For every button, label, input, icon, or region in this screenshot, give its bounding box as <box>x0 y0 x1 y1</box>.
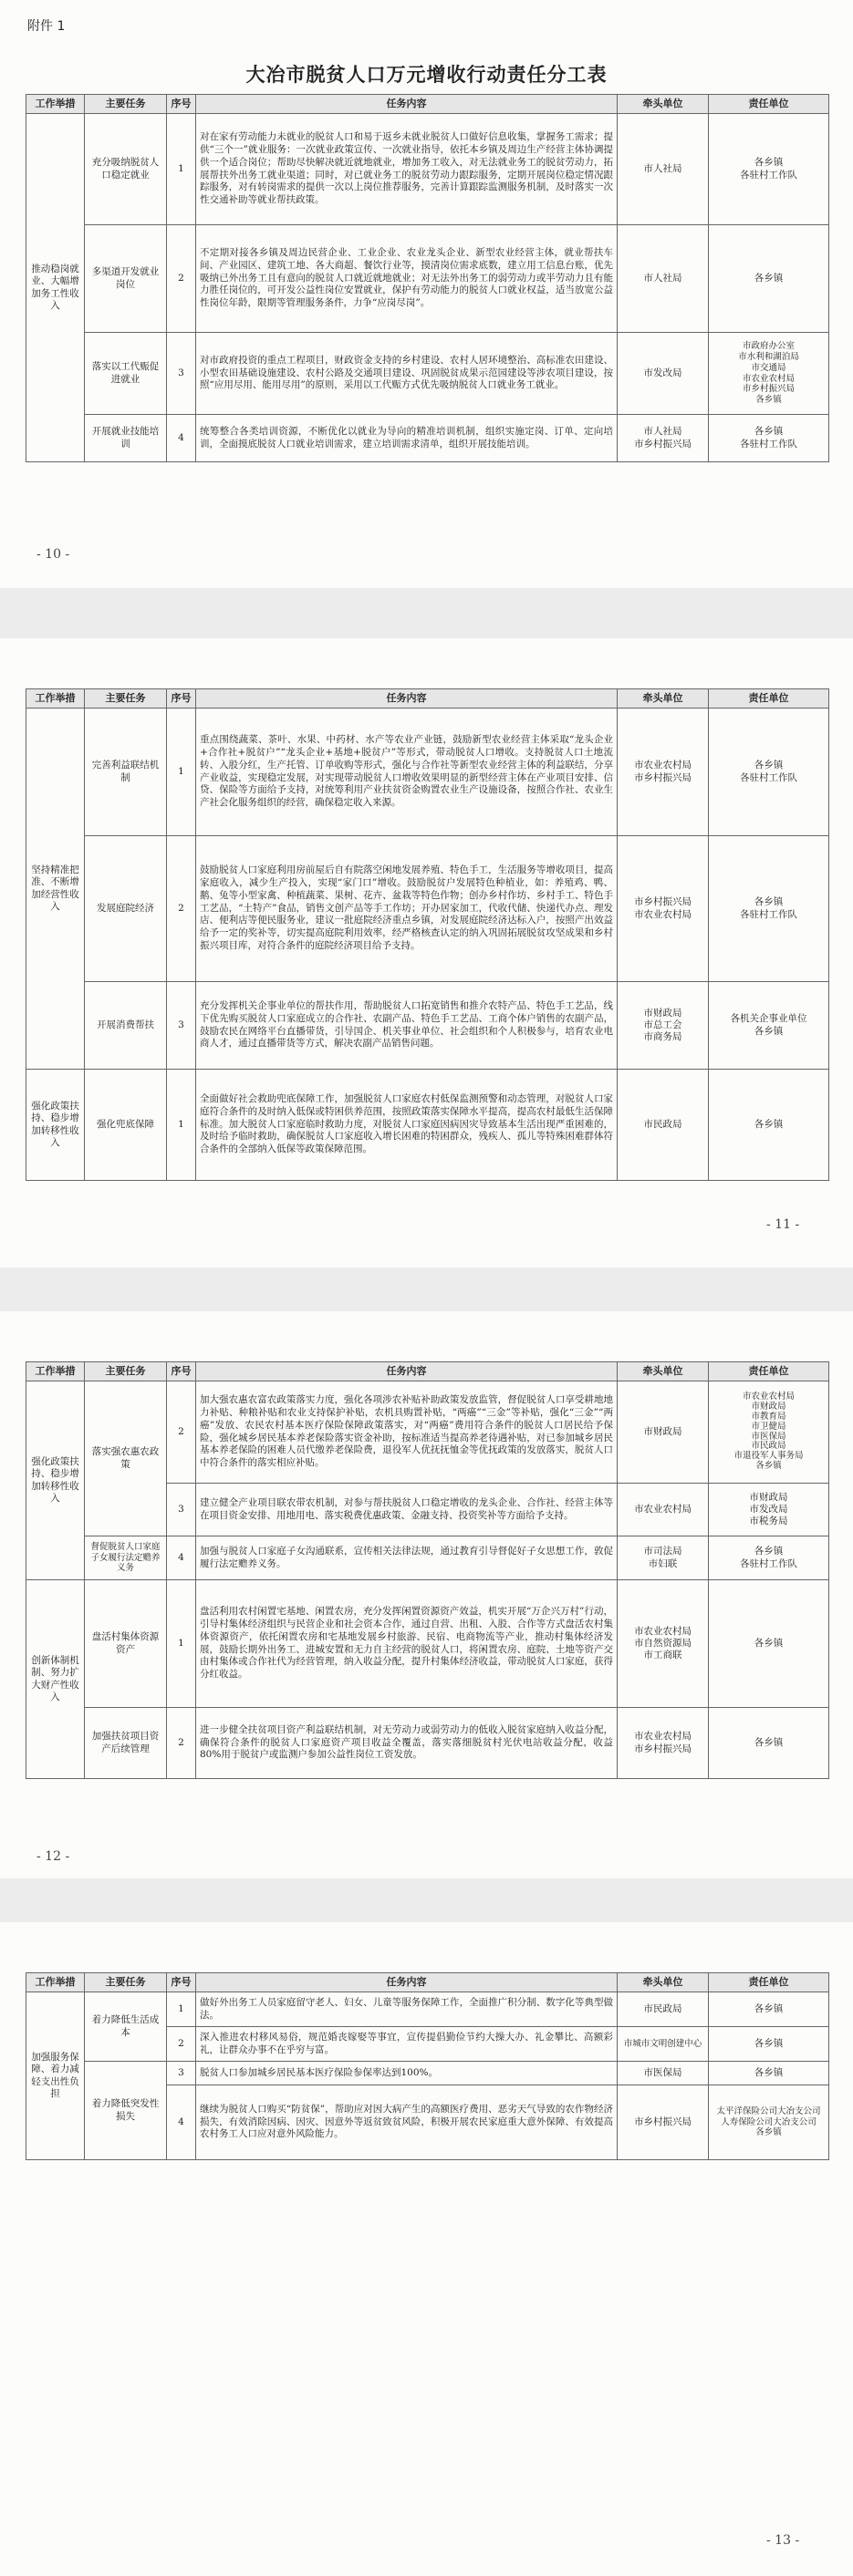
resp-cell: 各乡镇 <box>709 1580 829 1708</box>
resp-cell: 市政府办公室 市水利和湖泊局 市交通局 市农业农村局 市乡村振兴局 各乡镇 <box>709 333 829 415</box>
lead-cell: 市发改局 <box>618 333 709 415</box>
col-header: 责任单位 <box>709 1362 829 1381</box>
table-row <box>26 1536 829 1580</box>
lead-cell: 市人社局 市乡村振兴局 <box>618 415 709 462</box>
table-header-row <box>26 1362 829 1381</box>
task-cell: 加强扶贫项目资产后续管理 <box>85 1708 167 1779</box>
lead-cell: 市财政局 <box>618 1381 709 1484</box>
col-header: 主要任务 <box>85 95 167 114</box>
resp-cell: 各乡镇 各驻村工作队 <box>709 836 829 982</box>
task-cell: 盘活村集体资源资产 <box>85 1580 167 1708</box>
task-cell: 落实强农惠农政策 <box>85 1381 167 1536</box>
content-cell: 重点围绕蔬菜、茶叶、水果、中药材、水产等农业产业链，鼓励新型农业经营主体采取“龙头企业+合作社+脱贫户”“龙头企业+基地+脱贫户”等形式，带动脱贫人口增收。支持脱贫人口土地流转、入股分红，生产托管、订单收购等形式，强化与合作社等新型农业经营主体的利益联结，分享产业收益，实现稳定发展，对实现带动脱贫人口增收效果明显的新型经营主体在产业项目安排、信贷、保险等方面给予支持，对统筹利用产业扶贫资金购置农业生产设施设备，按照合作社、农业生产社会化服务组织的经营，确保稳定收入来源。 <box>196 709 618 836</box>
no-cell: 1 <box>167 1992 196 2027</box>
no-cell: 2 <box>167 1381 196 1484</box>
no-cell: 3 <box>167 1484 196 1536</box>
col-header: 牵头单位 <box>618 1973 709 1992</box>
content-cell: 不定期对接各乡镇及周边民营企业、工业企业、农业龙头企业、新型农业经营主体，就业帮扶车间、产业园区、建筑工地、各大商超、餐饮行业等，摸清岗位需求底数，建立用工信息台账，优先吸纳已外出务工且有意向的脱贫人口就近就地就业；对无法外出务工的弱劳动力或半劳动力且有能力胜任岗位的，可开发公益性岗位安置就业，保护有劳动能力的脱贫人口就业权益，适当放宽公益性岗位年龄，限期等管理服务条件，力争“应岗尽岗”。 <box>196 225 618 333</box>
measure-cell: 强化政策扶持、稳步增加转移性收入 <box>26 1381 85 1580</box>
resp-cell: 各机关企事业单位 各乡镇 <box>709 982 829 1070</box>
task-cell: 开展就业技能培训 <box>85 415 167 462</box>
resp-cell: 各乡镇 <box>709 2027 829 2062</box>
col-header: 任务内容 <box>196 95 618 114</box>
page-10 <box>0 0 853 588</box>
lead-cell: 市农业农村局 市乡村振兴局 <box>618 1708 709 1779</box>
page-gap <box>0 1267 853 1311</box>
resp-cell: 各乡镇 各驻村工作队 <box>709 1536 829 1580</box>
task-cell: 充分吸纳脱贫人口稳定就业 <box>85 114 167 225</box>
col-header: 任务内容 <box>196 1973 618 1992</box>
task-cell: 开展消费帮扶 <box>85 982 167 1070</box>
resp-cell: 各乡镇 各驻村工作队 <box>709 415 829 462</box>
no-cell: 3 <box>167 333 196 415</box>
col-header: 工作举措 <box>26 95 85 114</box>
page-title: 大冶市脱贫人口万元增收行动责任分工表 <box>245 63 608 86</box>
task-cell: 着力降低突发性损失 <box>85 2062 167 2160</box>
task-cell: 着力降低生活成本 <box>85 1992 167 2062</box>
task-cell: 完善利益联结机制 <box>85 709 167 836</box>
measure-cell: 强化政策扶持、稳步增加转移性收入 <box>26 1070 85 1181</box>
lead-cell: 市医保局 <box>618 2062 709 2085</box>
resp-cell: 各乡镇 各驻村工作队 <box>709 709 829 836</box>
lead-cell: 市人社局 <box>618 114 709 225</box>
table-row <box>26 114 829 225</box>
resp-cell: 各乡镇 <box>709 225 829 333</box>
content-cell: 脱贫人口参加城乡居民基本医疗保险参保率达到100%。 <box>196 2062 618 2085</box>
resp-cell: 太平洋保险公司大冶支公司 人寿保险公司大冶支公司 各乡镇 <box>709 2085 829 2160</box>
content-cell: 进一步健全扶贫项目资产利益联结机制，对无劳动力或弱劳动力的低收入脱贫家庭纳入收益分配，确保符合条件的脱贫人口家庭资产项目收益全覆盖，落实落细脱贫村光伏电站收益分配，收益80%用于脱贫户或监测户参加公益性岗位工资发放。 <box>196 1708 618 1779</box>
col-header: 责任单位 <box>709 689 829 709</box>
no-cell: 1 <box>167 1070 196 1181</box>
resp-cell: 各乡镇 <box>709 2062 829 2085</box>
lead-cell: 市农业农村局 市乡村振兴局 <box>618 709 709 836</box>
table-row <box>26 225 829 333</box>
col-header: 牵头单位 <box>618 95 709 114</box>
lead-cell: 市人社局 <box>618 225 709 333</box>
col-header: 主要任务 <box>85 689 167 709</box>
no-cell: 2 <box>167 2027 196 2062</box>
table-row <box>26 1381 829 1484</box>
task-cell: 多渠道开发就业岗位 <box>85 225 167 333</box>
no-cell: 4 <box>167 1536 196 1580</box>
content-cell: 盘活利用农村闲置宅基地、闲置农房，充分发挥闲置资源资产效益，机实开展“万企兴万村”行动，引导村集体经济组织与民营企业和社会资本合作，通过自营、出租、入股、合作等方式盘活农村集体资源资产，依托闲置农房和宅基地发展乡村旅游、民宿、电商物流等产业，推动村集体经济发展，鼓励长期外出务工、进城安置和无力自主经营的脱贫人口，将闲置农房、庭院、土地等资产交由村集体或合作社代为经营管理，纳入收益分配，提升村集体经济收益，带动脱贫人口家庭，获得分红收益。 <box>196 1580 618 1708</box>
task-cell: 强化兜底保障 <box>85 1070 167 1181</box>
content-cell: 继续为脱贫人口购买“防贫保”，帮助应对因大病产生的高额医疗费用、恶劣天气导致的农作物经济损失，有效消除因病、因灾、因意外等返贫致贫风险，积极开展农民家庭重大意外保障、有效提高农村务工人口应对意外风险能力。 <box>196 2085 618 2160</box>
lead-cell: 市财政局 市总工会 市商务局 <box>618 982 709 1070</box>
table-header-row <box>26 1973 829 1992</box>
page-number: - 13 - <box>766 2533 800 2548</box>
page-number: - 10 - <box>36 547 70 562</box>
content-cell: 全面做好社会救助兜底保障工作，加强脱贫人口家庭农村低保监测预警和动态管理，对脱贫人口家庭符合条件的及时纳入低保或特困供养范围，按照政策落实保障水平提高，提高农村最低生活保障标准。加大脱贫人口家庭临时救助力度，对脱贫人口家庭因病因灾导致基本生活出现严重困难的，及时给予临时救助，确保脱贫人口家庭收入增长困难的特困群众，残疾人、孤儿等特殊困难群体符合条件的全部纳入低保等政策保障范围。 <box>196 1070 618 1181</box>
lead-cell: 市城市文明创建中心 <box>618 2027 709 2062</box>
no-cell: 1 <box>167 114 196 225</box>
resp-cell: 各乡镇 <box>709 1708 829 1779</box>
no-cell: 3 <box>167 982 196 1070</box>
table-row <box>26 836 829 982</box>
resp-cell: 各乡镇 <box>709 1070 829 1181</box>
lead-cell: 市民政局 <box>618 1070 709 1181</box>
task-cell: 发展庭院经济 <box>85 836 167 982</box>
resp-cell: 市财政局 市发改局 市税务局 <box>709 1484 829 1536</box>
col-header: 序号 <box>167 1362 196 1381</box>
responsibility-table <box>26 94 829 462</box>
col-header: 工作举措 <box>26 1362 85 1381</box>
task-cell: 落实以工代赈促进就业 <box>85 333 167 415</box>
no-cell: 2 <box>167 1708 196 1779</box>
no-cell: 4 <box>167 415 196 462</box>
table-header-row <box>26 689 829 709</box>
no-cell: 2 <box>167 225 196 333</box>
col-header: 序号 <box>167 689 196 709</box>
page-gap <box>0 588 853 638</box>
col-header: 序号 <box>167 95 196 114</box>
resp-cell: 各乡镇 <box>709 1992 829 2027</box>
content-cell: 充分发挥机关企事业单位的帮扶作用，帮助脱贫人口拓宽销售和推介农特产品、特色手工艺品，线下优先购买脱贫人口家庭成立的合作社、农副产品、特色手工艺品、工商个体户销售的农副产品，鼓励农民在网络平台直播带货，引导国企、机关事业单位、社会组织和个人积极参与，培育农业电商人才，通过直播带货等方式，解决农副产品销售问题。 <box>196 982 618 1070</box>
content-cell: 深入推进农村移风易俗，规范婚丧嫁娶等事宜，宣传提倡勤俭节约大操大办、礼金攀比、高额彩礼，让群众办事不在乎穷与富。 <box>196 2027 618 2062</box>
no-cell: 1 <box>167 709 196 836</box>
content-cell: 加大强农惠农富农政策落实力度，强化各项涉农补贴补助政策发放监管，督促脱贫人口享受耕地地力补贴、种粮补贴和农业支持保护补贴，农机具购置补贴，“两癌”“三金”等补贴，强化“三金”“两癌”发放、农民农村基本医疗保险保障政策落实，对“两癌”费用符合条件的脱贫人口居民给予保险，强化城乡居民基本养老保险落实资金补助，按标准适当提高养老待遇补贴，对已参加城乡居民基本养老保险的困难人员代缴养老保险费，退役军人优抚抚恤金等优抚政策的发放落实，脱贫人口中符合条件的落实相应补贴。 <box>196 1381 618 1484</box>
lead-cell: 市乡村振兴局 <box>618 2085 709 2160</box>
page-number: - 12 - <box>36 1849 70 1864</box>
table-row <box>26 1580 829 1708</box>
lead-cell: 市农业农村局 市自然资源局 市工商联 <box>618 1580 709 1708</box>
measure-cell: 推动稳岗就业、大幅增加务工性收入 <box>26 114 85 462</box>
table-row <box>26 709 829 836</box>
table-header-row <box>26 95 829 114</box>
content-cell: 统筹整合各类培训资源，不断优化以就业为导向的精准培训机制，组织实施定岗、订单、定向培训，全面摸底脱贫人口就业培训需求，建立培训需求清单，组织开展技能培训。 <box>196 415 618 462</box>
content-cell: 建立健全产业项目联农带农机制，对参与帮扶脱贫人口稳定增收的龙头企业、合作社、经营主体等在项目资金安排、用地用电、落实税费优惠政策、金融支持、投资奖补等方面给予支持。 <box>196 1484 618 1536</box>
resp-cell: 各乡镇 各驻村工作队 <box>709 114 829 225</box>
col-header: 主要任务 <box>85 1362 167 1381</box>
col-header: 责任单位 <box>709 95 829 114</box>
content-cell: 做好外出务工人员家庭留守老人、妇女、儿童等服务保障工作，全面推广积分制、数字化等典型做法。 <box>196 1992 618 2027</box>
page-13 <box>0 1922 853 2576</box>
page-number: - 11 - <box>766 1217 800 1232</box>
content-cell: 鼓励脱贫人口家庭利用房前屋后自有院落空闲地发展养殖、特色手工，生活服务等增收项目，提高家庭收入，减少生产投入，实现“家门口”增收。鼓励脱贫户发展特色种植业，如：养殖鸡、鸭、鹅、兔等小型家禽、种植蔬菜、果树、花卉、盆栽等特色作物；创办乡村作坊、乡村手工、特色手工艺品，“土特产”食品，销售文创产品等手工作坊；开办居家加工，代收代储、快递代办点、理发店、便利店等便民服务业，建议一批庭院经济重点乡镇，对发展庭院经济达标入户，按照产出效益给予一定的奖补等，切实提高庭院利用效率，经严格核查认定的纳入巩固拓展脱贫攻坚成果和乡村振兴项目库，对符合条件的庭院经济项目给予支持。 <box>196 836 618 982</box>
col-header: 序号 <box>167 1973 196 1992</box>
page-gap <box>0 1878 853 1922</box>
annex-label: 附件 1 <box>27 19 66 34</box>
content-cell: 对在家有劳动能力未就业的脱贫人口和易于返乡未就业脱贫人口做好信息收集，掌握务工需求；提供“三个一”就业服务：一次就业政策宣传、一次就业指导，依托本乡镇及周边生产经营主体协调提供一个适合岗位；帮助尽快解决就近就地就业，增加务工收入，对无法就业务工的脱贫劳动力，拓展帮扶外出务工就业渠道；同时，对已就业务工的脱贫劳动力跟踪服务，定期开展岗位稳定情况跟踪服务，对有转岗需求的提供一次以上岗位推荐服务，完善计算跟踪监测服务机制，及时落实一次性交通补助等就业帮扶政策。 <box>196 114 618 225</box>
col-header: 工作举措 <box>26 1973 85 1992</box>
responsibility-table <box>26 688 829 1181</box>
table-row <box>26 333 829 415</box>
responsibility-table <box>26 1361 829 1779</box>
content-cell: 加强与脱贫人口家庭子女沟通联系，宣传相关法律法规，通过教育引导督促好子女思想工作，敦促履行法定赡养义务。 <box>196 1536 618 1580</box>
col-header: 任务内容 <box>196 1362 618 1381</box>
task-cell: 督促脱贫人口家庭子女履行法定赡养义务 <box>85 1536 167 1580</box>
col-header: 牵头单位 <box>618 1362 709 1381</box>
content-cell: 对市政府投资的重点工程项目，财政资金支持的乡村建设、农村人居环境整治、高标准农田建设、小型农田基础设施建设、农村公路及交通项目建设、巩固脱贫成果示范园建设等涉农项目建设，按照“应用尽用、能用尽用”的原则，采用以工代赈方式优先吸纳脱贫人口就业务工就业。 <box>196 333 618 415</box>
table-row <box>26 2062 829 2085</box>
no-cell: 4 <box>167 2085 196 2160</box>
col-header: 主要任务 <box>85 1973 167 1992</box>
table-row <box>26 1070 829 1181</box>
col-header: 任务内容 <box>196 689 618 709</box>
table-row <box>26 415 829 462</box>
lead-cell: 市乡村振兴局 市农业农村局 <box>618 836 709 982</box>
table-row <box>26 1992 829 2027</box>
lead-cell: 市民政局 <box>618 1992 709 2027</box>
col-header: 工作举措 <box>26 689 85 709</box>
page-11 <box>0 638 853 1267</box>
resp-cell: 市农业农村局 市财政局 市教育局 市卫健局 市医保局 市民政局 市退役军人事务局 各乡镇 <box>709 1381 829 1484</box>
no-cell: 2 <box>167 836 196 982</box>
no-cell: 1 <box>167 1580 196 1708</box>
table-row <box>26 1708 829 1779</box>
col-header: 责任单位 <box>709 1973 829 1992</box>
col-header: 牵头单位 <box>618 689 709 709</box>
lead-cell: 市司法局 市妇联 <box>618 1536 709 1580</box>
page-12 <box>0 1311 853 1878</box>
lead-cell: 市农业农村局 <box>618 1484 709 1536</box>
measure-cell: 创新体制机制、努力扩大财产性收入 <box>26 1580 85 1779</box>
no-cell: 3 <box>167 2062 196 2085</box>
measure-cell: 坚持精准把准、不断增加经营性收入 <box>26 709 85 1070</box>
table-row <box>26 982 829 1070</box>
responsibility-table <box>26 1972 829 2160</box>
measure-cell: 加强服务保障、着力减轻支出性负担 <box>26 1992 85 2160</box>
